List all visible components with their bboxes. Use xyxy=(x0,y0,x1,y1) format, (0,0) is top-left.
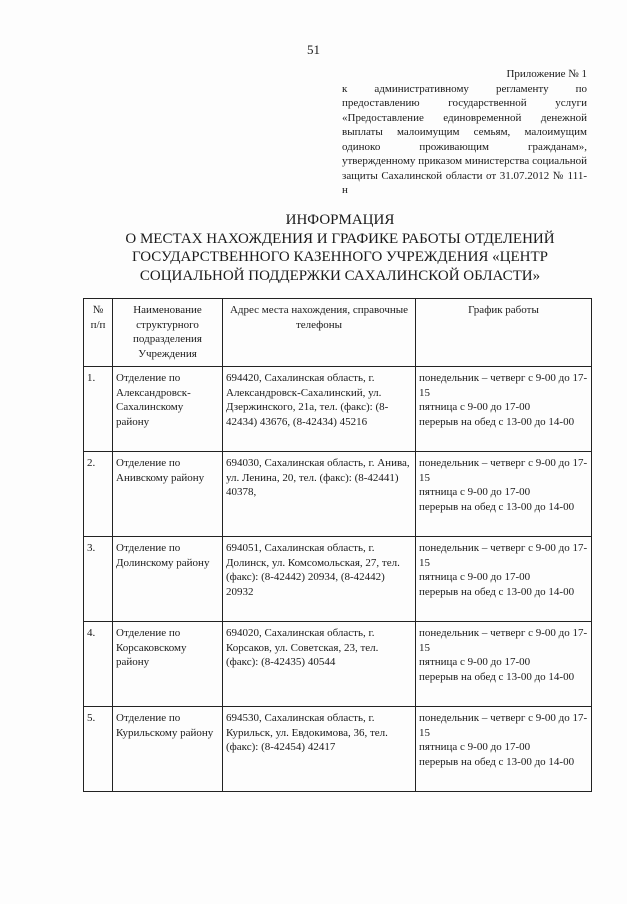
cell-address: 694420, Сахалинская область, г. Александровск-Сахалинский, ул. Дзержинского, 21а, тел. (факс): (8-42434) 43676, (8-42434) 45216 xyxy=(223,367,416,452)
cell-name: Отделение по Курильскому району xyxy=(113,707,223,792)
cell-num: 2. xyxy=(84,452,113,537)
appendix-note xyxy=(342,67,587,198)
table-header-row xyxy=(84,299,592,367)
header-schedule: График работы xyxy=(416,299,592,367)
cell-address: 694051, Сахалинская область, г. Долинск, ул. Комсомольская, 27, тел. (факс): (8-42442) 20934, (8-42442) 20932 xyxy=(223,537,416,622)
page-number: 51 xyxy=(307,42,320,57)
cell-schedule: понедельник – четверг с 9-00 до 17-15 пятница с 9-00 до 17-00 перерыв на обед с 13-00 до 14-00 xyxy=(416,622,592,707)
header-name: Наименование структурного подразделения Учреждения xyxy=(113,299,223,367)
cell-schedule: понедельник – четверг с 9-00 до 17-15 пятница с 9-00 до 17-00 перерыв на обед с 13-00 до 14-00 xyxy=(416,537,592,622)
cell-schedule: понедельник – четверг с 9-00 до 17-15 пятница с 9-00 до 17-00 перерыв на обед с 13-00 до 14-00 xyxy=(416,452,592,537)
document-heading xyxy=(95,211,585,285)
table-row xyxy=(84,622,592,707)
cell-name: Отделение по Корсаковскому району xyxy=(113,622,223,707)
cell-schedule: понедельник – четверг с 9-00 до 17-15 пятница с 9-00 до 17-00 перерыв на обед с 13-00 до 14-00 xyxy=(416,707,592,792)
appendix-title: Приложение № 1 xyxy=(506,68,587,80)
cell-address: 694020, Сахалинская область, г. Корсаков, ул. Советская, 23, тел. (факс): (8-42435) 40544 xyxy=(223,622,416,707)
table-row xyxy=(84,707,592,792)
header-address: Адрес места нахождения, справочные телефоны xyxy=(223,299,416,367)
cell-name: Отделение по Анивскому району xyxy=(113,452,223,537)
table-row xyxy=(84,452,592,537)
cell-schedule: понедельник – четверг с 9-00 до 17-15 пятница с 9-00 до 17-00 перерыв на обед с 13-00 до 14-00 xyxy=(416,367,592,452)
offices-table xyxy=(83,298,592,792)
cell-name: Отделение по Александровск-Сахалинскому району xyxy=(113,367,223,452)
cell-num: 1. xyxy=(84,367,113,452)
heading-line-4: СОЦИАЛЬНОЙ ПОДДЕРЖКИ САХАЛИНСКОЙ ОБЛАСТИ» xyxy=(139,267,541,284)
cell-num: 4. xyxy=(84,622,113,707)
heading-line-3: ГОСУДАРСТВЕННОГО КАЗЕННОГО УЧРЕЖДЕНИЯ «ЦЕНТР xyxy=(131,249,548,265)
table-row xyxy=(84,367,592,452)
cell-address: 694530, Сахалинская область, г. Курильск, ул. Евдокимова, 36, тел. (факс): (8-42454) 42417 xyxy=(223,707,416,792)
header-num: № п/п xyxy=(84,299,113,367)
cell-address: 694030, Сахалинская область, г. Анива, ул. Ленина, 20, тел. (факс): (8-42441) 40378, xyxy=(223,452,416,537)
cell-num: 3. xyxy=(84,537,113,622)
heading-line-1: ИНФОРМАЦИЯ xyxy=(285,212,395,228)
heading-line-2: О МЕСТАХ НАХОЖДЕНИЯ И ГРАФИКЕ РАБОТЫ ОТДЕЛЕНИЙ xyxy=(125,230,555,247)
appendix-body: к административному регламенту по предоставлению государственной услуги «Предоставление единовременной денежной выплаты малоимущим семьям, малоимущим одиноко проживающим гражданам», утвержденному приказом министерства социальной защиты Сахалинской области от 31.07.2012 № 111-н xyxy=(342,82,587,196)
table-row xyxy=(84,537,592,622)
cell-num: 5. xyxy=(84,707,113,792)
cell-name: Отделение по Долинскому району xyxy=(113,537,223,622)
